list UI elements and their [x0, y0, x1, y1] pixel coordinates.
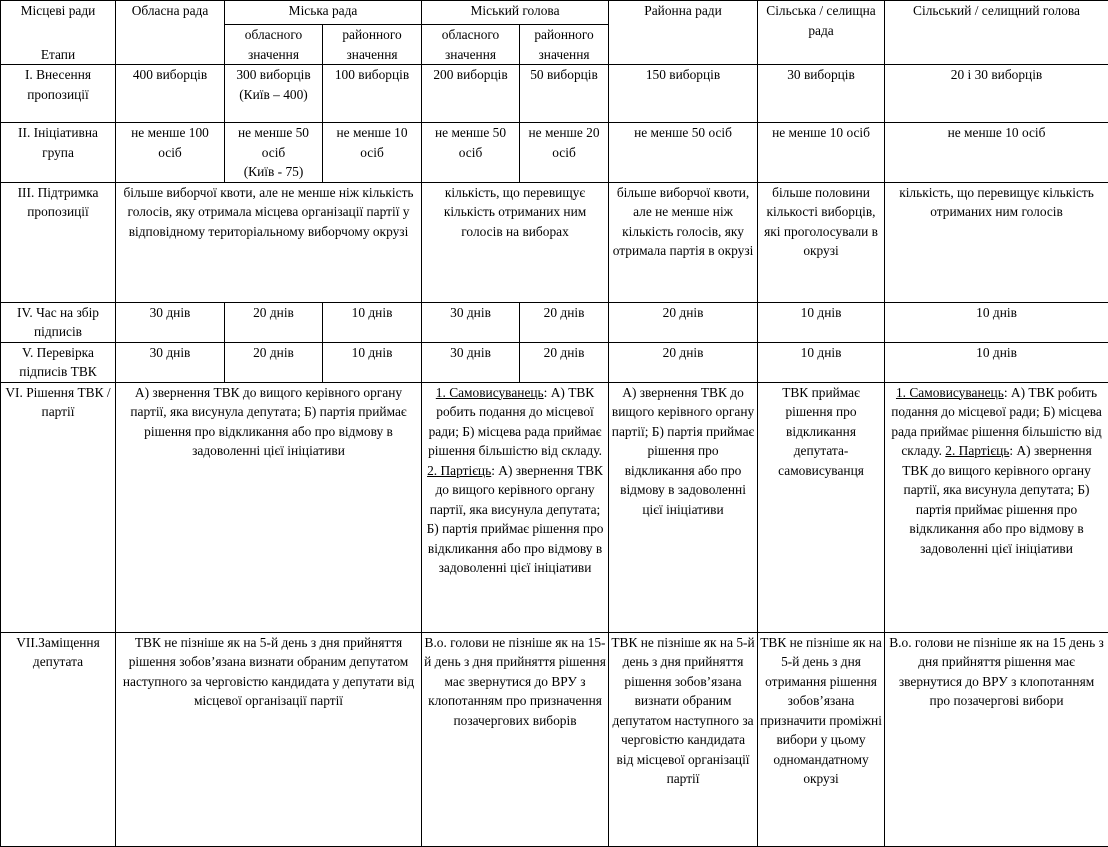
table-cell: 20 днів	[609, 342, 758, 382]
header-stages: Етапи	[1, 45, 115, 65]
table-cell: В.о. голови не пізніше як на 15 день з дня прийняття рішення має звернутися до ВРУ з клопотанням про позачергові вибори	[885, 632, 1108, 846]
party-member-text: : А) звернення ТВК до вищого керівного органу партії, яка висунула депутата; Б) партія приймає рішення про відкликання або про відмову в задоволенні цієї ініціативи	[902, 443, 1091, 556]
table-cell: 50 виборців	[520, 65, 609, 123]
table-cell: більше виборчої квоти, але не менше ніж кількість голосів, яку отримала місцева організації партії у відповідному територіальному виборчому окрузі	[116, 182, 422, 302]
table-cell: 10 днів	[885, 302, 1108, 342]
table-cell: 10 днів	[323, 342, 422, 382]
table-row	[1, 632, 1108, 846]
table-cell: 10 днів	[885, 342, 1108, 382]
table-cell: не менше 20 осіб	[520, 123, 609, 183]
stage-label: IV. Час на збір підписів	[1, 302, 116, 342]
table-cell	[225, 123, 323, 183]
table-cell: 200 виборців	[422, 65, 520, 123]
table-cell: кількість, що перевищує кількість отриманих ним голосів на виборах	[422, 182, 609, 302]
table-row	[1, 123, 1108, 183]
table-row	[1, 382, 1108, 632]
table-cell: 150 виборців	[609, 65, 758, 123]
table-cell: 20 днів	[520, 342, 609, 382]
table-cell: 20 днів	[225, 342, 323, 382]
table-cell: не менше 100 осіб	[116, 123, 225, 183]
table-cell: кількість, що перевищує кількість отриманих ним голосів	[885, 182, 1108, 302]
table-cell: 400 виборців	[116, 65, 225, 123]
cell-main: 300 виборців	[236, 67, 310, 82]
party-member-label: 2. Партієць	[945, 443, 1009, 458]
table-cell	[885, 382, 1108, 632]
self-nominee-label: 1. Самовисуванець	[896, 385, 1004, 400]
header-city-council: Міська рада	[225, 1, 422, 25]
table-cell: 30 виборців	[758, 65, 885, 123]
header-councils: Місцеві ради	[3, 1, 113, 21]
header-district-council: Районна ради	[609, 1, 758, 65]
table-cell: 10 днів	[323, 302, 422, 342]
header-oblast-council: Обласна рада	[116, 1, 225, 65]
table-cell: 30 днів	[422, 302, 520, 342]
table-cell: 20 днів	[520, 302, 609, 342]
stage-label: VI. Рішення ТВК / партії	[1, 382, 116, 632]
table-cell: 30 днів	[116, 302, 225, 342]
table-row	[1, 302, 1108, 342]
self-nominee-text: : А) ТВК робить подання до місцевої ради; Б) місцева рада приймає рішення більшістю від складу.	[891, 385, 1102, 459]
header-councils-stages	[1, 1, 116, 65]
party-member-text: : А) звернення ТВК до вищого керівного органу партії, яка висунула депутата; Б) партія приймає рішення про відкликання або про відмову в задоволенні цієї ініціативи	[427, 463, 604, 576]
table-row	[1, 65, 1108, 123]
cell-main: не менше 50 осіб	[238, 125, 309, 160]
table-cell	[225, 65, 323, 123]
table-cell: А) звернення ТВК до вищого керівного органу партії; Б) партія приймає рішення про відкликання або про відмову в задоволенні цієї ініціативи	[609, 382, 758, 632]
header-city-head-oblast: обласного значення	[422, 25, 520, 65]
table-cell: не менше 10 осіб	[323, 123, 422, 183]
table-cell: 100 виборців	[323, 65, 422, 123]
table-cell: більше виборчої квоти, але не менше ніж кількість голосів, яку отримала партія в окрузі	[609, 182, 758, 302]
table-cell: А) звернення ТВК до вищого керівного органу партії, яка висунула депутата; Б) партія приймає рішення про відкликання або про відмову в задоволенні цієї ініціативи	[116, 382, 422, 632]
table-cell: більше половини кількості виборців, які проголосували в окрузі	[758, 182, 885, 302]
table-cell: не менше 50 осіб	[609, 123, 758, 183]
table-cell: ТВК не пізніше як на 5-й день з дня отримання рішення зобов’язана призначити проміжні вибори у цьому одномандатному окрузі	[758, 632, 885, 846]
stage-label: V. Перевірка підписів ТВК	[1, 342, 116, 382]
self-nominee-label: 1. Самовисуванець	[436, 385, 544, 400]
table-cell: ТВК не пізніше як на 5-й день з дня прийняття рішення зобов’язана визнати обраним депутатом наступного за черговістю кандидата від місцевої організації партії	[609, 632, 758, 846]
table-cell: не менше 10 осіб	[758, 123, 885, 183]
stage-label: VII.Заміщення депутата	[1, 632, 116, 846]
table-cell: 20 і 30 виборців	[885, 65, 1108, 123]
header-village-council: Сільська / селищна рада	[758, 1, 885, 65]
stage-label: III. Підтримка пропозиції	[1, 182, 116, 302]
self-nominee-text: : А) ТВК робить подання до місцевої ради; Б) місцева рада приймає рішення більшістю від складу.	[428, 385, 602, 459]
header-village-head: Сільський / селищний голова	[885, 1, 1108, 65]
table-cell: 30 днів	[116, 342, 225, 382]
table-row	[1, 182, 1108, 302]
table-cell: 10 днів	[758, 302, 885, 342]
header-city-council-oblast: обласного значення	[225, 25, 323, 65]
table-cell	[758, 382, 885, 632]
header-city-head: Міський голова	[422, 1, 609, 25]
table-cell: 20 днів	[225, 302, 323, 342]
table-cell: В.о. голови не пізніше як на 15-й день з дня прийняття рішення має звернутися до ВРУ з клопотанням про призначення позачергових виборів	[422, 632, 609, 846]
table-cell: не менше 50 осіб	[422, 123, 520, 183]
table-cell: 20 днів	[609, 302, 758, 342]
party-member-label: 2. Партієць	[427, 463, 491, 478]
table-cell: 30 днів	[422, 342, 520, 382]
header-city-head-district: районного значення	[520, 25, 609, 65]
cell-note: (Київ – 400)	[239, 87, 308, 102]
cell-note: (Київ - 75)	[244, 164, 304, 179]
table-row	[1, 342, 1108, 382]
table-cell: 10 днів	[758, 342, 885, 382]
cell-text: ТВК приймає рішення про відкликання депутата-самовисуванця	[778, 385, 864, 478]
header-city-council-district: районного значення	[323, 25, 422, 65]
table-cell: не менше 10 осіб	[885, 123, 1108, 183]
table-cell	[422, 382, 609, 632]
stage-label: II. Ініціативна група	[1, 123, 116, 183]
stage-label: I. Внесення пропозиції	[1, 65, 116, 123]
table-cell: ТВК не пізніше як на 5-й день з дня прийняття рішення зобов’язана визнати обраним депутатом наступного за черговістю кандидата у депутати від місцевої організації партії	[116, 632, 422, 846]
